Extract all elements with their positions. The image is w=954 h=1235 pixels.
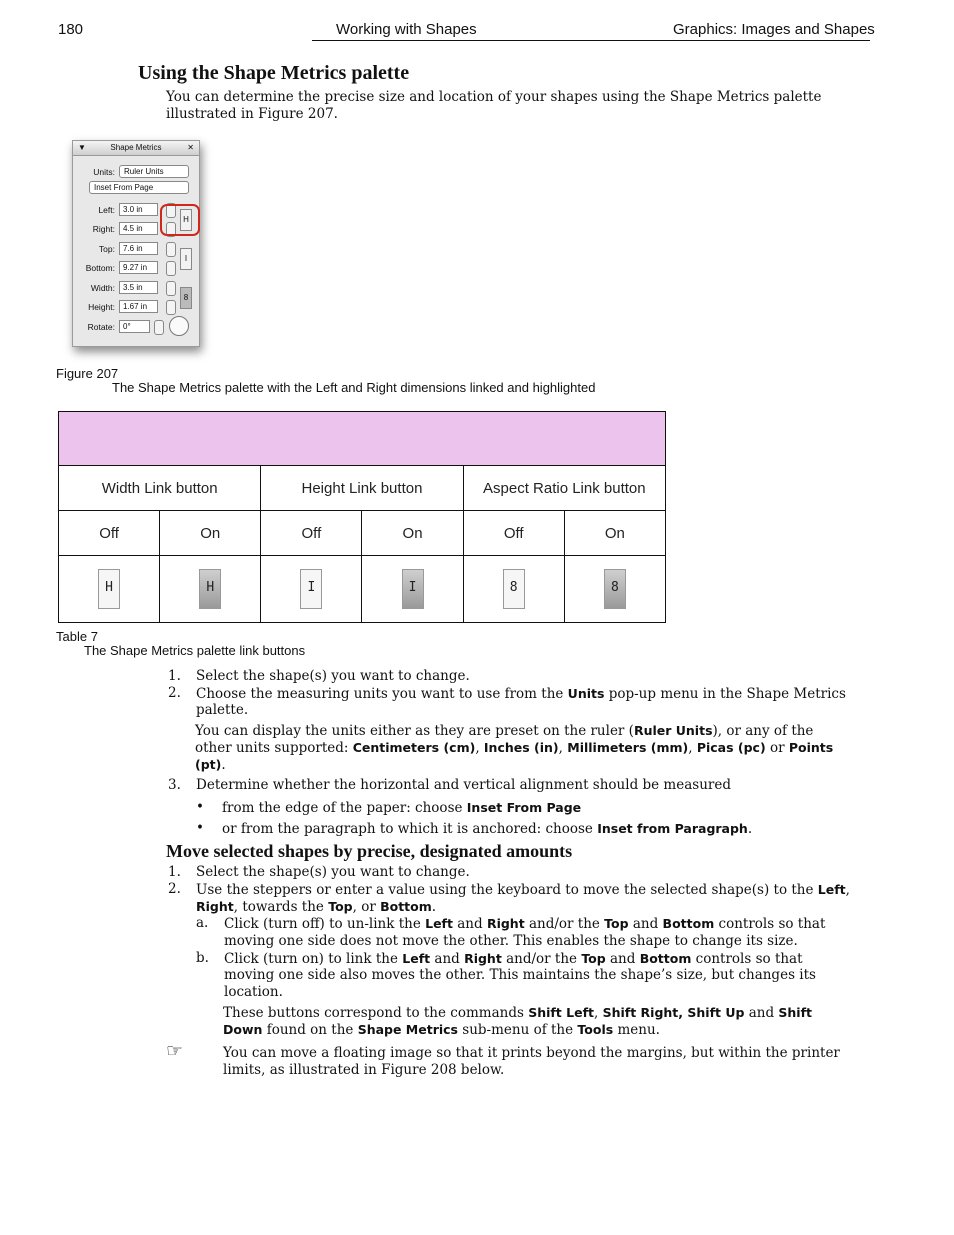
left-label: Left: (98, 205, 115, 215)
note-text: You can move a floating image so that it prints beyond the margins, but within the printer (223, 1045, 840, 1061)
height-link-off-icon: I (300, 569, 322, 609)
step-text: Right, towards the Top, or Bottom. (196, 899, 437, 915)
table-state: Off (463, 511, 564, 556)
step-text: Use the steppers or enter a value using the keyboard to move the selected shape(s) to the Left, (196, 882, 850, 898)
width-link-on-icon: H (199, 569, 221, 609)
units-paragraph: other units supported: Centimeters (cm), Inches (in), Millimeters (mm), Picas (pc) or Points (195, 740, 834, 756)
step-text: Determine whether the horizontal and vertical alignment should be measured (196, 777, 731, 793)
substep-text: Click (turn on) to link the Left and Right and/or the Top and Bottom controls so that (224, 951, 803, 967)
width-field[interactable]: 3.5 in (119, 281, 158, 294)
table-state: On (564, 511, 665, 556)
link-buttons-table (58, 411, 666, 623)
page-number: 180 (58, 21, 84, 38)
table-group-height: Height Link button (261, 466, 463, 511)
bottom-stepper[interactable] (166, 261, 176, 276)
figure-label: Figure 207 (56, 366, 119, 381)
header-rule (312, 40, 870, 41)
aspect-link-off-icon: 8 (503, 569, 525, 609)
step-text: palette. (196, 702, 249, 718)
width-label: Width: (90, 283, 115, 293)
rotate-stepper[interactable] (154, 320, 164, 335)
table-cell (564, 556, 665, 623)
bullet-text: from the edge of the paper: choose Inset From Page (222, 800, 582, 816)
rotate-label: Rotate: (87, 322, 115, 332)
table-cell (362, 556, 463, 623)
commands-paragraph: These buttons correspond to the commands Shift Left, Shift Right, Shift Up and Shift (223, 1005, 813, 1021)
rotate-field[interactable]: 0° (119, 320, 150, 333)
table-state: On (160, 511, 261, 556)
table-group-width: Width Link button (59, 466, 261, 511)
aspect-link-on-icon: 8 (604, 569, 626, 609)
step-text: Choose the measuring units you want to use from the Units pop-up menu in the Shape Metrics (196, 686, 846, 702)
step-text: Select the shape(s) you want to change. (196, 668, 470, 684)
rotate-dial-icon[interactable] (169, 316, 189, 336)
left-field[interactable]: 3.0 in (119, 203, 158, 216)
substep-text: location. (224, 984, 283, 1000)
bullet-icon: • (196, 799, 204, 815)
highlight-ring (160, 204, 200, 236)
substep-letter: b. (196, 950, 209, 966)
close-icon[interactable]: ✕ (187, 143, 194, 152)
bottom-field[interactable]: 9.27 in (119, 261, 158, 274)
bottom-label: Bottom: (85, 263, 115, 273)
right-label: Right: (92, 224, 115, 234)
width-stepper[interactable] (166, 281, 176, 296)
top-label: Top: (98, 244, 115, 254)
units-paragraph: (pt). (195, 757, 226, 773)
step-number: 1. (168, 668, 181, 684)
step-number: 3. (168, 777, 181, 793)
table-state: Off (261, 511, 362, 556)
substep-text: Click (turn off) to un-link the Left and Right and/or the Top and Bottom controls so that (224, 916, 826, 932)
collapse-triangle-icon[interactable]: ▼ (78, 143, 86, 152)
intro-line-1: You can determine the precise size and location of your shapes using the Shape Metrics palette (166, 89, 822, 105)
units-paragraph: You can display the units either as they are preset on the ruler (Ruler Units), or any of the (195, 723, 814, 739)
step-number: 1. (168, 864, 181, 880)
substep-text: moving one side does not move the other. This enables the shape to change its size. (224, 933, 798, 949)
table-header-band (59, 412, 666, 466)
top-stepper[interactable] (166, 242, 176, 257)
table-cell (463, 556, 564, 623)
height-label: Height: (88, 302, 115, 312)
table-cell (160, 556, 261, 623)
table-caption: The Shape Metrics palette link buttons (84, 643, 306, 658)
height-stepper[interactable] (166, 300, 176, 315)
table-label: Table 7 (56, 629, 98, 644)
inset-popup[interactable]: Inset From Page (89, 181, 189, 194)
note-text: limits, as illustrated in Figure 208 below. (223, 1062, 505, 1078)
height-link-icon[interactable]: I (180, 248, 192, 270)
width-link-off-icon: H (98, 569, 120, 609)
bullet-icon: • (196, 820, 204, 836)
right-field[interactable]: 4.5 in (119, 222, 158, 235)
width-link-icon[interactable]: H (180, 209, 192, 231)
top-field[interactable]: 7.6 in (119, 242, 158, 255)
table-cell (59, 556, 160, 623)
palette-title-bar (73, 141, 199, 156)
table-cell (261, 556, 362, 623)
intro-line-2: illustrated in Figure 207. (166, 106, 338, 122)
aspect-link-icon[interactable]: 8 (180, 287, 192, 309)
pointing-hand-icon: ☞ (166, 1040, 184, 1062)
shape-metrics-palette (72, 140, 200, 347)
palette-title: Shape Metrics (110, 143, 162, 152)
commands-paragraph: Down found on the Shape Metrics sub-menu of the Tools menu. (223, 1022, 660, 1038)
bullet-text: or from the paragraph to which it is anchored: choose Inset from Paragraph. (222, 821, 753, 837)
subsection-title: Move selected shapes by precise, designated amounts (166, 841, 573, 861)
step-text: Select the shape(s) you want to change. (196, 864, 470, 880)
substep-text: moving one side also moves the other. This maintains the shape’s size, but changes its (224, 967, 816, 983)
units-label: Units: (93, 167, 115, 177)
height-link-on-icon: I (402, 569, 424, 609)
section-header: Working with Shapes (336, 21, 477, 38)
figure-caption: The Shape Metrics palette with the Left and Right dimensions linked and highlighted (112, 380, 596, 395)
step-number: 2. (168, 685, 181, 701)
chapter-header: Graphics: Images and Shapes (673, 21, 875, 38)
table-state: On (362, 511, 463, 556)
table-state: Off (59, 511, 160, 556)
units-popup[interactable]: Ruler Units (119, 165, 189, 178)
step-number: 2. (168, 881, 181, 897)
height-field[interactable]: 1.67 in (119, 300, 158, 313)
section-title: Using the Shape Metrics palette (138, 62, 410, 84)
table-group-aspect: Aspect Ratio Link button (463, 466, 665, 511)
substep-letter: a. (196, 915, 209, 931)
